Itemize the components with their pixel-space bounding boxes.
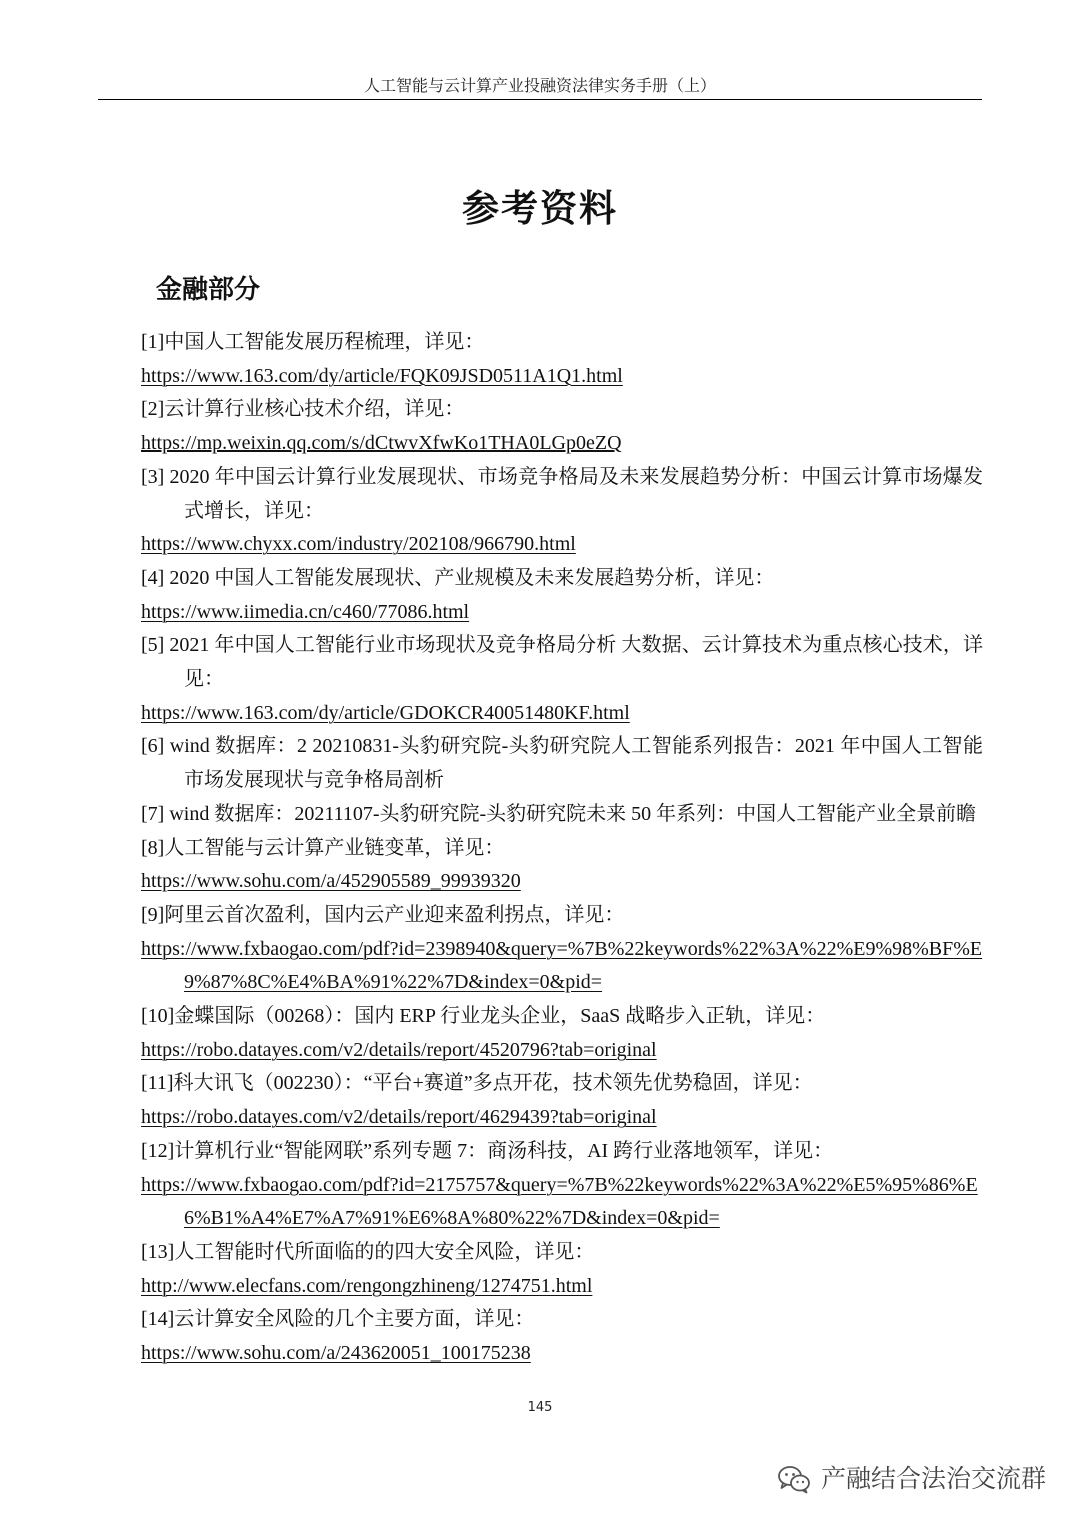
reference-link[interactable]: https://www.chyxx.com/industry/202108/966790.html — [141, 533, 576, 556]
header-rule — [98, 99, 982, 100]
reference-label: [5] 2021 年中国人工智能行业市场现状及竞争格局分析 大数据、云计算技术为重点核心技术，详见： — [141, 634, 983, 691]
reference-link[interactable]: https://www.163.com/dy/article/GDOKCR40051480KF.html — [141, 701, 630, 724]
reference-item — [141, 393, 983, 460]
reference-item — [141, 730, 983, 797]
reference-label: [7] wind 数据库：20211107-头豹研究院-头豹研究院未来 50 年系列：中国人工智能产业全景前瞻 — [141, 802, 977, 825]
reference-label: [3] 2020 年中国云计算行业发展现状、市场竞争格局及未来发展趋势分析：中国云计算市场爆发式增长，详见： — [141, 465, 983, 522]
reference-item — [141, 326, 983, 393]
section-heading: 金融部分 — [156, 275, 261, 305]
reference-label: [6] wind 数据库：2 20210831-头豹研究院-头豹研究院人工智能系列报告：2021 年中国人工智能市场发展现状与竞争格局剖析 — [141, 735, 983, 792]
reference-label: [4] 2020 中国人工智能发展现状、产业规模及未来发展趋势分析，详见： — [141, 566, 775, 589]
wechat-icon — [777, 1464, 811, 1494]
watermark — [777, 1459, 1046, 1499]
running-header: 人工智能与云计算产业投融资法律实务手册（上） — [363, 78, 716, 95]
reference-item — [141, 1067, 983, 1134]
reference-link[interactable]: http://www.elecfans.com/rengongzhineng/1274751.html — [141, 1274, 593, 1297]
reference-link[interactable]: https://www.163.com/dy/article/FQK09JSD0511A1Q1.html — [141, 364, 623, 387]
reference-label: [10]金蝶国际（00268）：国内 ERP 行业龙头企业，SaaS 战略步入正轨，详见： — [141, 1005, 826, 1028]
reference-label: [2]云计算行业核心技术介绍，详见： — [141, 398, 465, 421]
reference-item — [141, 1000, 983, 1067]
reference-link[interactable]: https://mp.weixin.qq.com/s/dCtwvXfwKo1THA0LGp0eZQ — [141, 432, 622, 455]
page-number: 145 — [527, 1400, 553, 1415]
reference-link[interactable]: https://www.sohu.com/a/452905589_99939320 — [141, 870, 521, 893]
reference-label: [14]云计算安全风险的几个主要方面，详见： — [141, 1308, 535, 1331]
reference-item — [141, 899, 983, 1000]
reference-item — [141, 461, 983, 562]
reference-list — [141, 326, 983, 1371]
reference-link[interactable]: https://robo.datayes.com/v2/details/report/4520796?tab=original — [141, 1038, 657, 1061]
reference-link[interactable]: https://www.fxbaogao.com/pdf?id=2175757&query=%7B%22keywords%22%3A%22%E5%95%86%E6%B1%A4%E7%A7%91%E6%8A%80%22%7D&index=0&pid= — [141, 1173, 978, 1230]
reference-link[interactable]: https://www.sohu.com/a/243620051_100175238 — [141, 1342, 531, 1365]
reference-item — [141, 562, 983, 629]
reference-item — [141, 798, 983, 832]
reference-link[interactable]: https://www.fxbaogao.com/pdf?id=2398940&query=%7B%22keywords%22%3A%22%E9%98%BF%E9%87%8C%E4%BA%91%22%7D&index=0&pid= — [141, 937, 983, 994]
watermark-text: 产融结合法治交流群 — [820, 1464, 1046, 1493]
page-title: 参考资料 — [462, 187, 618, 230]
reference-label: [13]人工智能时代所面临的的四大安全风险，详见： — [141, 1240, 595, 1263]
reference-item — [141, 1303, 983, 1370]
reference-item — [141, 1236, 983, 1303]
reference-item — [141, 1135, 983, 1236]
reference-link[interactable]: https://robo.datayes.com/v2/details/report/4629439?tab=original — [141, 1106, 657, 1129]
reference-label: [1]中国人工智能发展历程梳理，详见： — [141, 331, 485, 353]
reference-item — [141, 832, 983, 899]
reference-label: [8]人工智能与云计算产业链变革，详见： — [141, 836, 505, 859]
reference-label: [9]阿里云首次盈利，国内云产业迎来盈利拐点，详见： — [141, 903, 625, 926]
reference-item — [141, 629, 983, 730]
reference-label: [11]科大讯飞（002230）：“平台+赛道”多点开花，技术领先优势稳固，详见： — [141, 1072, 813, 1095]
reference-link[interactable]: https://www.iimedia.cn/c460/77086.html — [141, 600, 470, 623]
reference-label: [12]计算机行业“智能网联”系列专题 7：商汤科技，AI 跨行业落地领军，详见： — [141, 1139, 834, 1162]
